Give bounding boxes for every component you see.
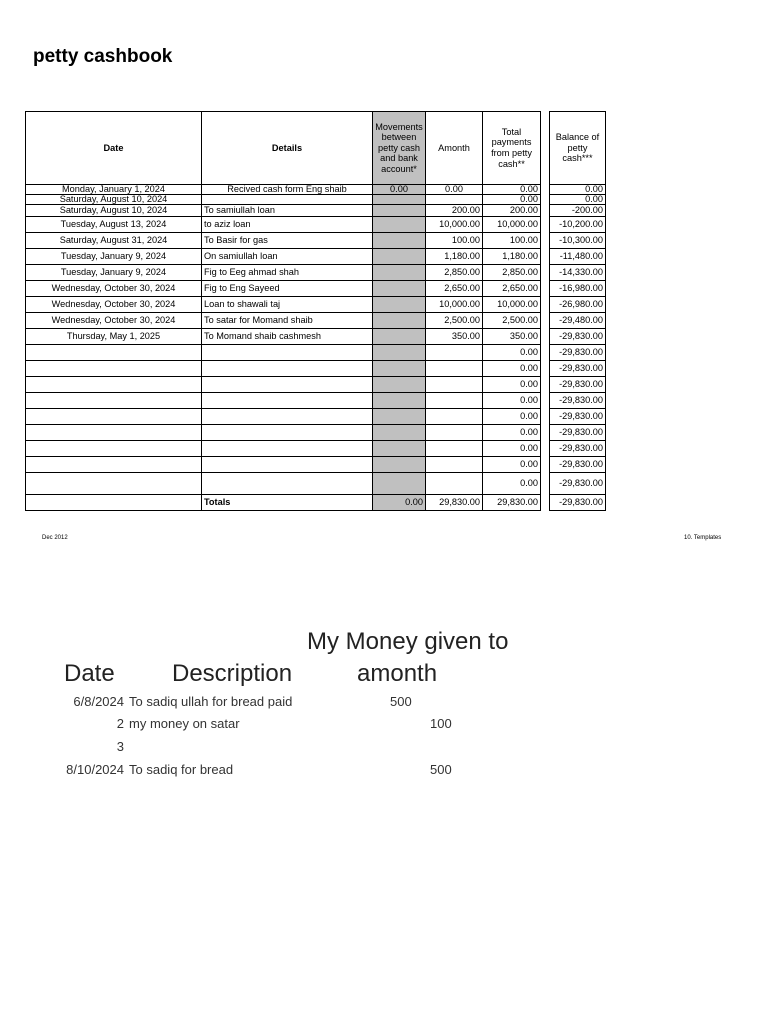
cell-total: 1,180.00 bbox=[483, 249, 541, 265]
cell-balance: -29,830.00 bbox=[550, 329, 606, 345]
cell-date: Wednesday, October 30, 2024 bbox=[26, 313, 202, 329]
cell-date: Saturday, August 10, 2024 bbox=[26, 205, 202, 217]
cell-details bbox=[202, 361, 373, 377]
cell-details: To Momand shaib cashmesh bbox=[202, 329, 373, 345]
cell-total: 10,000.00 bbox=[483, 297, 541, 313]
money-row-description: To sadiq ullah for bread paid bbox=[129, 694, 293, 709]
cell-details bbox=[202, 441, 373, 457]
cell-amonth: 1,180.00 bbox=[426, 249, 483, 265]
table-row bbox=[26, 217, 606, 233]
cell-gap bbox=[541, 377, 550, 393]
cell-gap bbox=[541, 249, 550, 265]
cell-movements bbox=[373, 281, 426, 297]
table-row bbox=[26, 473, 606, 495]
cell-total: 200.00 bbox=[483, 205, 541, 217]
money-row-amount: 100 bbox=[430, 716, 452, 731]
totals-label: Totals bbox=[202, 495, 373, 511]
footer-template: 10. Templates bbox=[684, 535, 722, 541]
money-row-description: To sadiq for bread bbox=[129, 762, 234, 777]
cell-details bbox=[202, 377, 373, 393]
cell-gap bbox=[541, 441, 550, 457]
cell-date bbox=[26, 409, 202, 425]
cell-total: 0.00 bbox=[483, 377, 541, 393]
cell-date bbox=[26, 473, 202, 495]
cell-amonth bbox=[426, 409, 483, 425]
cell-date: Monday, January 1, 2024 bbox=[26, 185, 202, 195]
cell-balance: -11,480.00 bbox=[550, 249, 606, 265]
table-row bbox=[26, 441, 606, 457]
table-row bbox=[26, 345, 606, 361]
money-section-title: My Money given to bbox=[307, 628, 509, 655]
cell-date bbox=[26, 377, 202, 393]
table-row bbox=[26, 205, 606, 217]
cell-movements bbox=[373, 425, 426, 441]
cell-amonth: 2,500.00 bbox=[426, 313, 483, 329]
cell-details: To satar for Momand shaib bbox=[202, 313, 373, 329]
cell-amonth: 350.00 bbox=[426, 329, 483, 345]
money-header-date: Date bbox=[64, 660, 115, 687]
cell-gap bbox=[541, 205, 550, 217]
cell-balance: -29,830.00 bbox=[550, 377, 606, 393]
cell-balance: -29,480.00 bbox=[550, 313, 606, 329]
cell-balance: -26,980.00 bbox=[550, 297, 606, 313]
cell-details bbox=[202, 457, 373, 473]
money-row-description: my money on satar bbox=[129, 716, 240, 731]
cell-balance: -29,830.00 bbox=[550, 425, 606, 441]
cell-amonth bbox=[426, 393, 483, 409]
cell-date: Saturday, August 10, 2024 bbox=[26, 195, 202, 205]
money-row-date: 8/10/2024 bbox=[66, 762, 124, 777]
cell-movements bbox=[373, 441, 426, 457]
cell-details bbox=[202, 393, 373, 409]
cell-date: Wednesday, October 30, 2024 bbox=[26, 281, 202, 297]
cell-date bbox=[26, 441, 202, 457]
money-row-amount: 500 bbox=[430, 762, 452, 777]
cell-movements bbox=[373, 457, 426, 473]
cell-movements bbox=[373, 217, 426, 233]
cell-gap bbox=[541, 185, 550, 195]
table-row bbox=[26, 265, 606, 281]
cell-gap bbox=[541, 313, 550, 329]
cell-details bbox=[202, 425, 373, 441]
money-row-date: 2 bbox=[116, 716, 124, 731]
table-row bbox=[26, 313, 606, 329]
cell-gap bbox=[541, 281, 550, 297]
cell-date: Thursday, May 1, 2025 bbox=[26, 329, 202, 345]
table-row bbox=[26, 457, 606, 473]
cell-details: Loan to shawali taj bbox=[202, 297, 373, 313]
petty-cash-table bbox=[25, 111, 606, 511]
table-row bbox=[26, 409, 606, 425]
cell-gap bbox=[541, 361, 550, 377]
cell-balance: -29,830.00 bbox=[550, 393, 606, 409]
column-header-balance: Balance of petty cash*** bbox=[550, 112, 606, 185]
table-row bbox=[26, 281, 606, 297]
cell-date: Tuesday, January 9, 2024 bbox=[26, 265, 202, 281]
cell-details: To samiullah loan bbox=[202, 205, 373, 217]
cell-date: Tuesday, August 13, 2024 bbox=[26, 217, 202, 233]
totals-balance: -29,830.00 bbox=[550, 495, 606, 511]
table-row bbox=[26, 185, 606, 195]
cell-amonth: 200.00 bbox=[426, 205, 483, 217]
cell-total: 350.00 bbox=[483, 329, 541, 345]
cell-details: To Basir for gas bbox=[202, 233, 373, 249]
cell-movements bbox=[373, 265, 426, 281]
cell-movements bbox=[373, 313, 426, 329]
totals-movements: 0.00 bbox=[373, 495, 426, 511]
cell-details bbox=[202, 195, 373, 205]
cell-date bbox=[26, 457, 202, 473]
header-row bbox=[26, 112, 606, 185]
cell-balance: -10,200.00 bbox=[550, 217, 606, 233]
cell-date: Tuesday, January 9, 2024 bbox=[26, 249, 202, 265]
cell-details bbox=[202, 345, 373, 361]
cell-amonth bbox=[426, 195, 483, 205]
column-header-movements: Movements between petty cash and bank account* bbox=[373, 112, 426, 185]
cell-balance: 0.00 bbox=[550, 185, 606, 195]
cell-date bbox=[26, 393, 202, 409]
cell-total: 0.00 bbox=[483, 185, 541, 195]
cell-movements bbox=[373, 393, 426, 409]
cell-amonth: 10,000.00 bbox=[426, 217, 483, 233]
cell-balance: 0.00 bbox=[550, 195, 606, 205]
cell-movements bbox=[373, 205, 426, 217]
cell-amonth: 10,000.00 bbox=[426, 297, 483, 313]
cell-date: Saturday, August 31, 2024 bbox=[26, 233, 202, 249]
cell-date bbox=[26, 345, 202, 361]
column-header-total: Total payments from petty cash** bbox=[483, 112, 541, 185]
cell-movements bbox=[373, 249, 426, 265]
cell-movements bbox=[373, 409, 426, 425]
cell-amonth: 100.00 bbox=[426, 233, 483, 249]
cell-gap bbox=[541, 297, 550, 313]
table-row bbox=[26, 329, 606, 345]
cell-movements bbox=[373, 361, 426, 377]
cell-date bbox=[26, 495, 202, 511]
cell-total: 10,000.00 bbox=[483, 217, 541, 233]
cell-total: 0.00 bbox=[483, 393, 541, 409]
cell-total: 0.00 bbox=[483, 457, 541, 473]
cell-movements bbox=[373, 297, 426, 313]
cell-gap bbox=[541, 329, 550, 345]
cell-gap bbox=[541, 217, 550, 233]
footer-date: Dec 2012 bbox=[42, 535, 68, 541]
cell-movements: 0.00 bbox=[373, 185, 426, 195]
cell-total: 2,850.00 bbox=[483, 265, 541, 281]
cell-balance: -16,980.00 bbox=[550, 281, 606, 297]
cell-gap bbox=[541, 473, 550, 495]
cell-total: 2,500.00 bbox=[483, 313, 541, 329]
cell-movements bbox=[373, 473, 426, 495]
totals-row bbox=[26, 495, 606, 511]
table-row bbox=[26, 361, 606, 377]
cell-amonth bbox=[426, 377, 483, 393]
cell-gap bbox=[541, 425, 550, 441]
column-header-date: Date bbox=[26, 112, 202, 185]
cell-total: 0.00 bbox=[483, 409, 541, 425]
cell-balance: -200.00 bbox=[550, 205, 606, 217]
cell-amonth bbox=[426, 473, 483, 495]
cell-gap bbox=[541, 393, 550, 409]
cell-gap bbox=[541, 233, 550, 249]
cell-balance: -29,830.00 bbox=[550, 457, 606, 473]
money-header-amonth: amonth bbox=[357, 660, 438, 687]
cell-total: 0.00 bbox=[483, 345, 541, 361]
table-row bbox=[26, 393, 606, 409]
cell-balance: -14,330.00 bbox=[550, 265, 606, 281]
cell-total: 2,650.00 bbox=[483, 281, 541, 297]
cell-details bbox=[202, 409, 373, 425]
cell-movements bbox=[373, 329, 426, 345]
table-row bbox=[26, 377, 606, 393]
table-row bbox=[26, 195, 606, 205]
cell-total: 100.00 bbox=[483, 233, 541, 249]
cell-date bbox=[26, 361, 202, 377]
cell-gap bbox=[541, 195, 550, 205]
cell-amonth: 0.00 bbox=[426, 185, 483, 195]
cell-amonth bbox=[426, 361, 483, 377]
cell-details: Fig to Eeg ahmad shah bbox=[202, 265, 373, 281]
cell-total: 0.00 bbox=[483, 425, 541, 441]
cell-balance: -10,300.00 bbox=[550, 233, 606, 249]
cell-amonth: 2,650.00 bbox=[426, 281, 483, 297]
cell-gap bbox=[541, 409, 550, 425]
money-header-description: Description bbox=[172, 660, 293, 687]
cell-gap bbox=[541, 457, 550, 473]
cell-amonth bbox=[426, 457, 483, 473]
cell-details: Fig to Eng Sayeed bbox=[202, 281, 373, 297]
cell-balance: -29,830.00 bbox=[550, 361, 606, 377]
cell-movements bbox=[373, 233, 426, 249]
cell-details bbox=[202, 473, 373, 495]
cell-balance: -29,830.00 bbox=[550, 409, 606, 425]
cell-amonth bbox=[426, 441, 483, 457]
cell-movements bbox=[373, 345, 426, 361]
cell-amonth bbox=[426, 425, 483, 441]
cell-balance: -29,830.00 bbox=[550, 441, 606, 457]
column-header-details: Details bbox=[202, 112, 373, 185]
cell-balance: -29,830.00 bbox=[550, 473, 606, 495]
cell-movements bbox=[373, 377, 426, 393]
table-row bbox=[26, 425, 606, 441]
column-header-amonth: Amonth bbox=[426, 112, 483, 185]
cell-total: 0.00 bbox=[483, 195, 541, 205]
cell-gap bbox=[541, 495, 550, 511]
money-row-date: 6/8/2024 bbox=[73, 694, 124, 709]
totals-total: 29,830.00 bbox=[483, 495, 541, 511]
cell-date: Wednesday, October 30, 2024 bbox=[26, 297, 202, 313]
page-title: petty cashbook bbox=[33, 46, 173, 67]
cell-movements bbox=[373, 195, 426, 205]
totals-amonth: 29,830.00 bbox=[426, 495, 483, 511]
cell-details: On samiullah loan bbox=[202, 249, 373, 265]
cell-total: 0.00 bbox=[483, 473, 541, 495]
table-row bbox=[26, 249, 606, 265]
table-row bbox=[26, 297, 606, 313]
cell-total: 0.00 bbox=[483, 361, 541, 377]
cell-details: to aziz loan bbox=[202, 217, 373, 233]
column-gap bbox=[541, 112, 550, 185]
cell-gap bbox=[541, 265, 550, 281]
cell-details: Recived cash form Eng shaib bbox=[202, 185, 373, 195]
table-row bbox=[26, 233, 606, 249]
cell-amonth: 2,850.00 bbox=[426, 265, 483, 281]
cell-amonth bbox=[426, 345, 483, 361]
money-row-amount: 500 bbox=[390, 694, 412, 709]
money-row-date: 3 bbox=[116, 739, 124, 754]
cell-date bbox=[26, 425, 202, 441]
cell-balance: -29,830.00 bbox=[550, 345, 606, 361]
cell-gap bbox=[541, 345, 550, 361]
cell-total: 0.00 bbox=[483, 441, 541, 457]
